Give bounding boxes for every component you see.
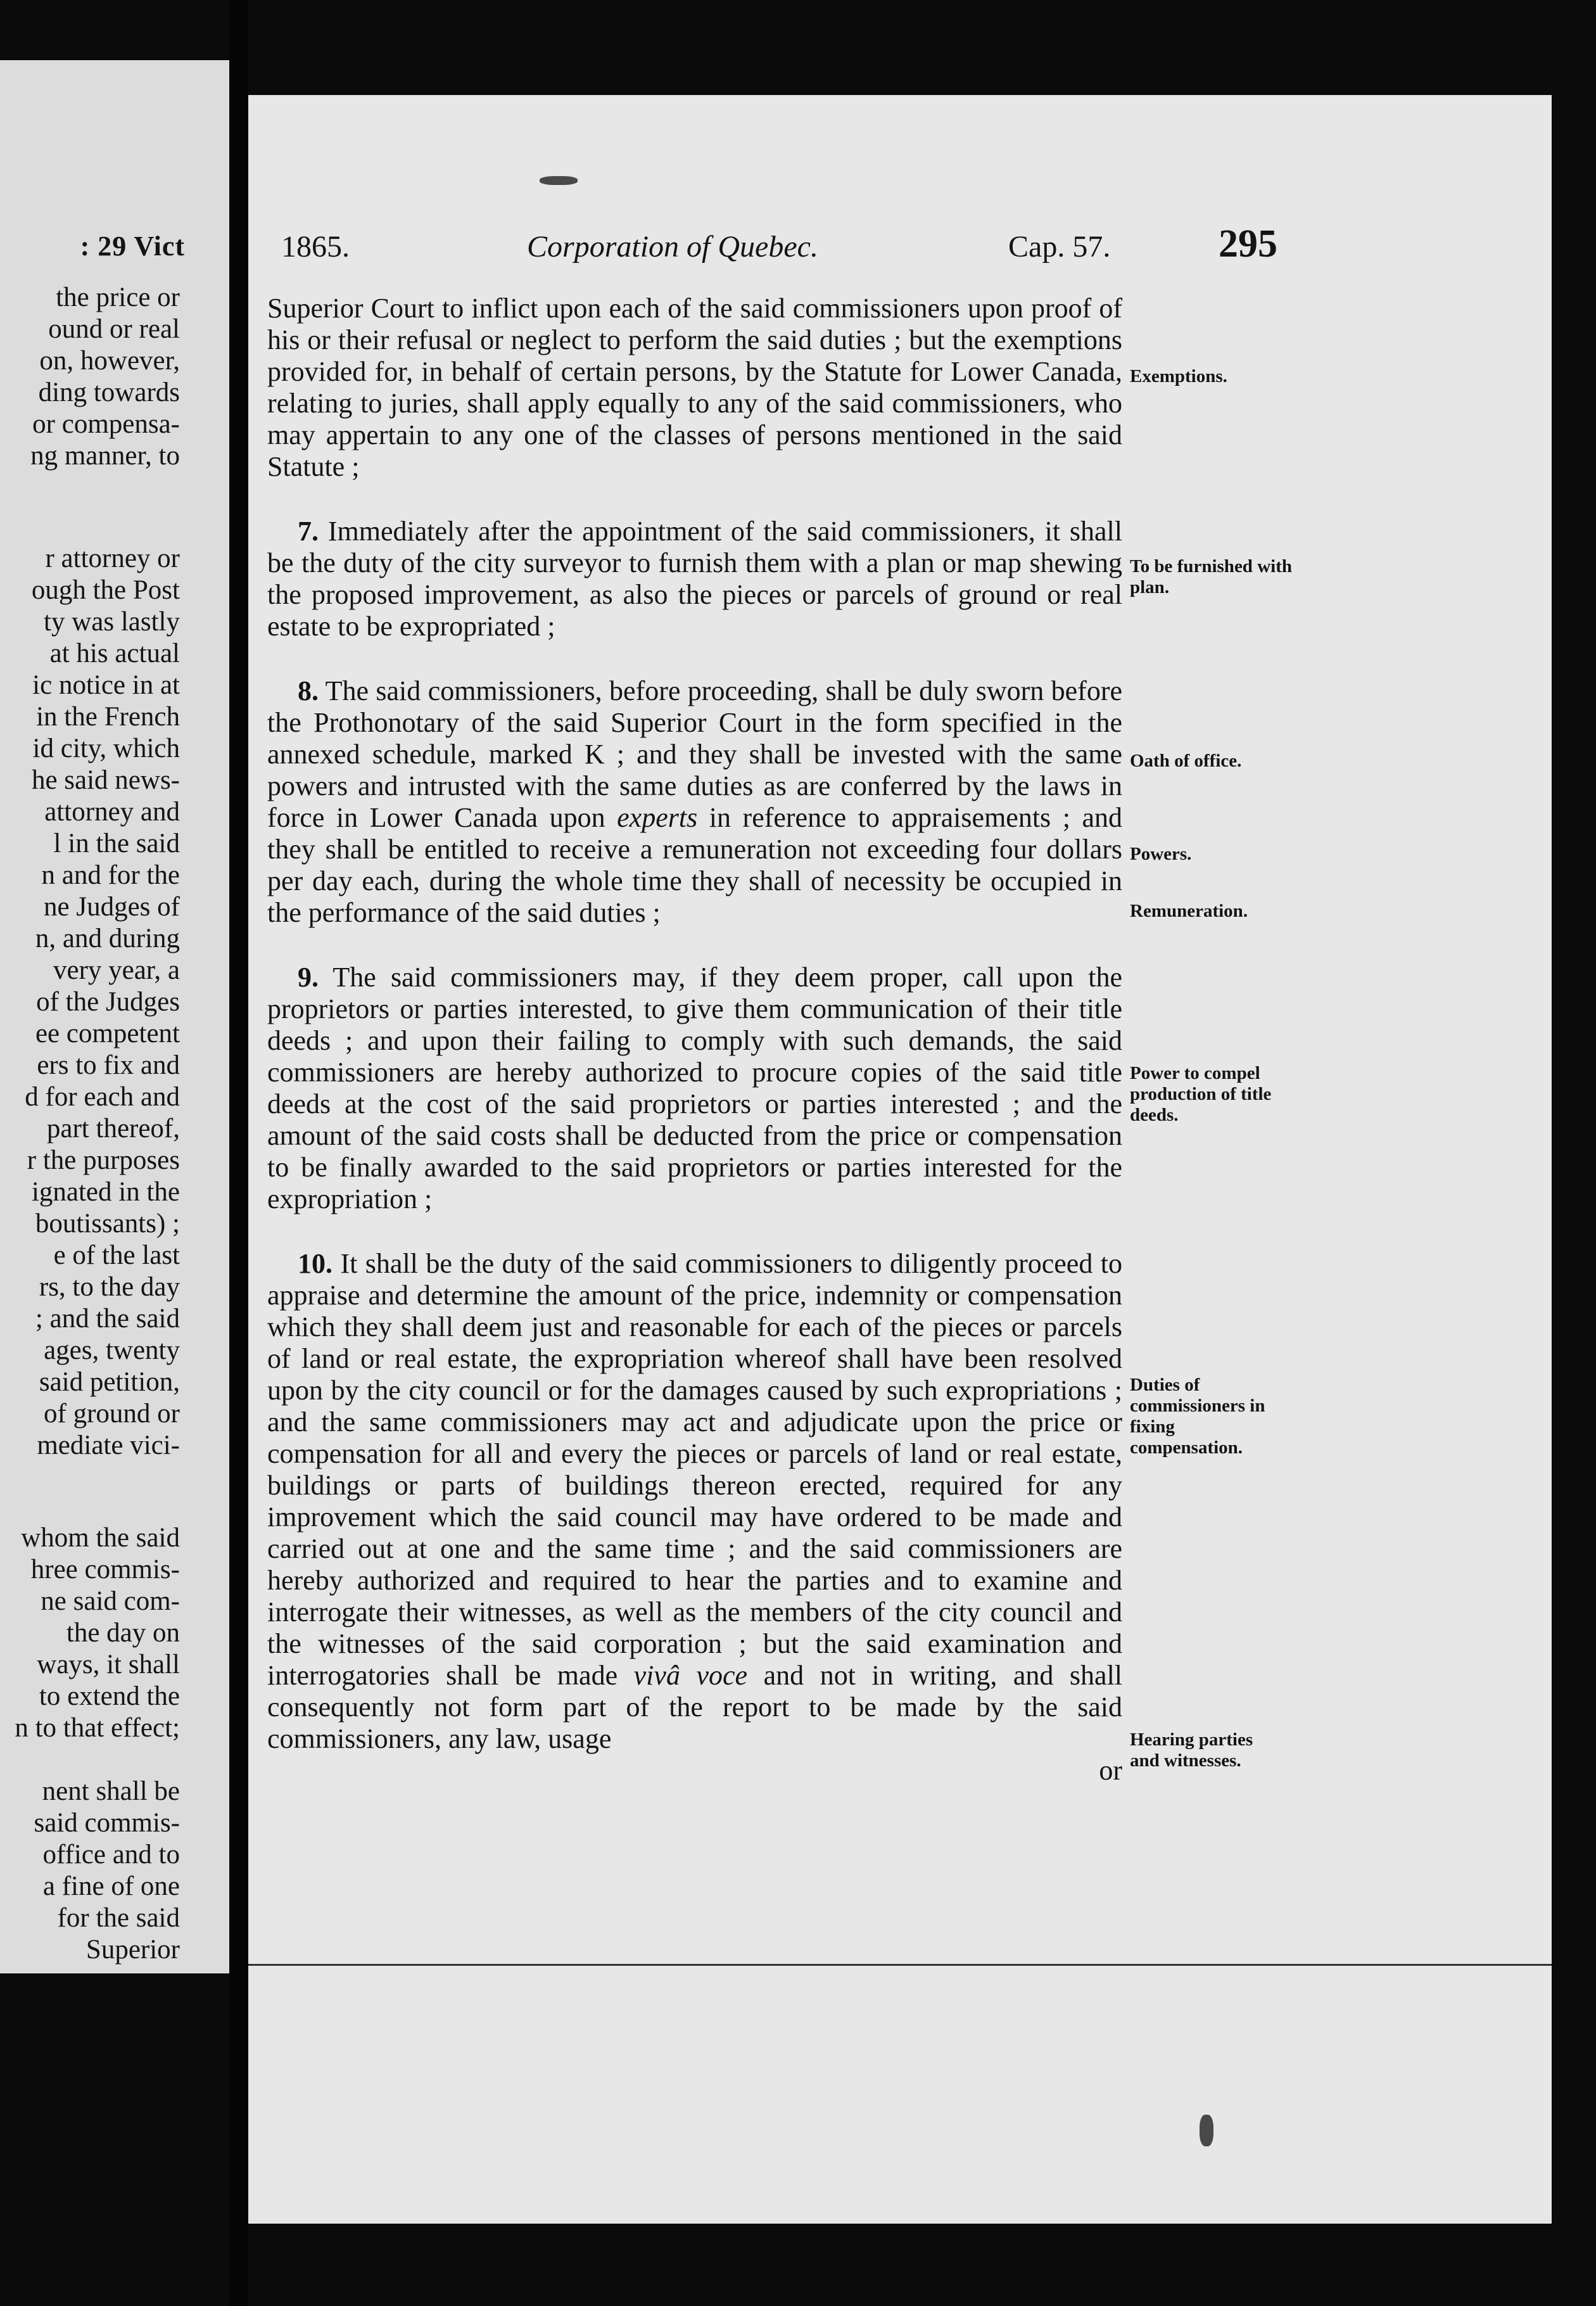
paragraph-continued: Superior Court to inflict upon each of the said commissioners upon proof of his or their refusal or neglect to perform the said duties ; but the exemptions provided for, in behalf of certain persons, by the Statute for Lower Canada, relating to juries, shall apply equally to any of the said commissioners, who may appertain to any one of the classes of persons mentioned in the said Statute ; — [267, 293, 1122, 482]
left-text-block: whom the said hree commis- ne said com- the day on ways, it shall to extend the n to that effect; — [15, 1523, 180, 1743]
running-title: Corporation of Quebec. — [527, 230, 818, 264]
section-9 — [267, 962, 1122, 1215]
section-text: in reference to appraisements ; and they shall be entitled to receive a remuneration not exceeding four dollars per day each, during the whole time they shall of necessity be occupied in the performance of the said duties ; — [267, 802, 1123, 928]
section-text: and not in writing, and shall consequently not form part of the report to be made by the said commissioners, any law, usage — [267, 1660, 1123, 1754]
section-number: 8. — [298, 675, 319, 706]
left-running-head: : 29 Vict — [80, 231, 185, 262]
section-text: The said commissioners may, if they deem proper, call upon the proprietors or parties interested, to give them communication of their title deeds ; and upon their failing to comply with such demands, the said commissioners are hereby authorized to procure copies of the said title deeds at the cost of the said proprietors or parties interested ; and the amount of the said costs shall be deducted from the price or compensation to be finally awarded to the said proprietors or parties interested for the expropriation ; — [267, 962, 1122, 1214]
margin-note-exemptions: Exemptions. — [1130, 366, 1227, 386]
page-number: 295 — [1219, 222, 1277, 265]
section-text: The said commissioners, before proceeding, shall be duly sworn before the Prothonotary of the said Superior Court in the form specified in the annexed schedule, marked K ; and they shall be invested with the same powers and intrusted with the same duties as are conferred by the laws in force in Lower Canada upon — [267, 675, 1122, 833]
margin-note-title-deeds: Power to compel production of title deeds. — [1130, 1063, 1272, 1125]
margin-note-powers: Powers. — [1130, 844, 1192, 864]
margin-note-oath: Oath of office. — [1130, 751, 1242, 771]
section-text: It shall be the duty of the said commissioners to diligently proceed to appraise and determine the amount of the price, indemnity or compensation which they shall deem just and reasonable for each of the pieces or parcels of land or real estate, the expropriation whereof shall have been resolved upon by the city council or for the damages caused by such expropriations ; and the same commissioners may act and adjudicate upon the price or compensation for all and every the pieces or parcels of land or real estate, buildings or parts of buildings thereon erected, required for any improvement which the said council may have ordered to be made and carried out at one and the same time ; and the said commissioners are hereby authorized and required to hear the parties and to examine and interrogate their witnesses, as well as the members of the city council and the witnesses of the said corporation ; but the said examination and interrogatories shall be made — [267, 1248, 1123, 1691]
page-year: 1865. — [281, 230, 350, 264]
catchword: or — [1099, 1755, 1122, 1786]
left-text-block: the price or ound or real on, however, ding towards or compensa- ng manner, to — [30, 283, 180, 471]
section-7 — [267, 516, 1122, 642]
left-text-block: nent shall be said commis- office and to a fine of one for the said Superior — [34, 1776, 180, 1965]
chapter-number: Cap. 57. — [1008, 230, 1111, 264]
page-bottom-rule — [248, 1964, 1552, 1966]
page-gutter — [229, 0, 248, 2306]
section-10 — [267, 1248, 1122, 1755]
section-8 — [267, 675, 1122, 929]
margin-note-remuneration: Remuneration. — [1130, 901, 1248, 921]
page — [248, 95, 1552, 2224]
left-text-block: r attorney or ough the Post ty was lastly at his actual ic notice in at in the French id city, which he said news- attorney and l in the said n and for the ne Judges of n, and during very year, a of the Judges ee competent ers to fix and d for each and part thereof, r the purposes ignated in the boutissants) ; e of the last rs, to the day ; and the said ages, twenty said petition, of ground or mediate vici- — [25, 544, 180, 1460]
ink-smudge — [540, 176, 578, 185]
section-number: 9. — [298, 962, 319, 993]
section-text: Immediately after the appointment of the said commissioners, it shall be the duty of the city surveyor to furnish them with a plan or map shewing the proposed improvement, as also the pieces or parcels of ground or real estate to be expropriated ; — [267, 516, 1122, 642]
ink-smudge — [1200, 2115, 1213, 2146]
section-number: 7. — [298, 516, 319, 547]
section-number: 10. — [298, 1248, 332, 1279]
statute-text — [267, 293, 1122, 1787]
margin-note-duties: Duties of commissioners in fixing compensation. — [1130, 1375, 1265, 1458]
italic-term: experts — [617, 802, 698, 833]
margin-note-plan: To be furnished with plan. — [1130, 556, 1292, 597]
left-page-fragment — [0, 60, 229, 1973]
margin-note-hearing: Hearing parties and witnesses. — [1130, 1730, 1253, 1771]
italic-term: vivâ voce — [633, 1660, 748, 1691]
